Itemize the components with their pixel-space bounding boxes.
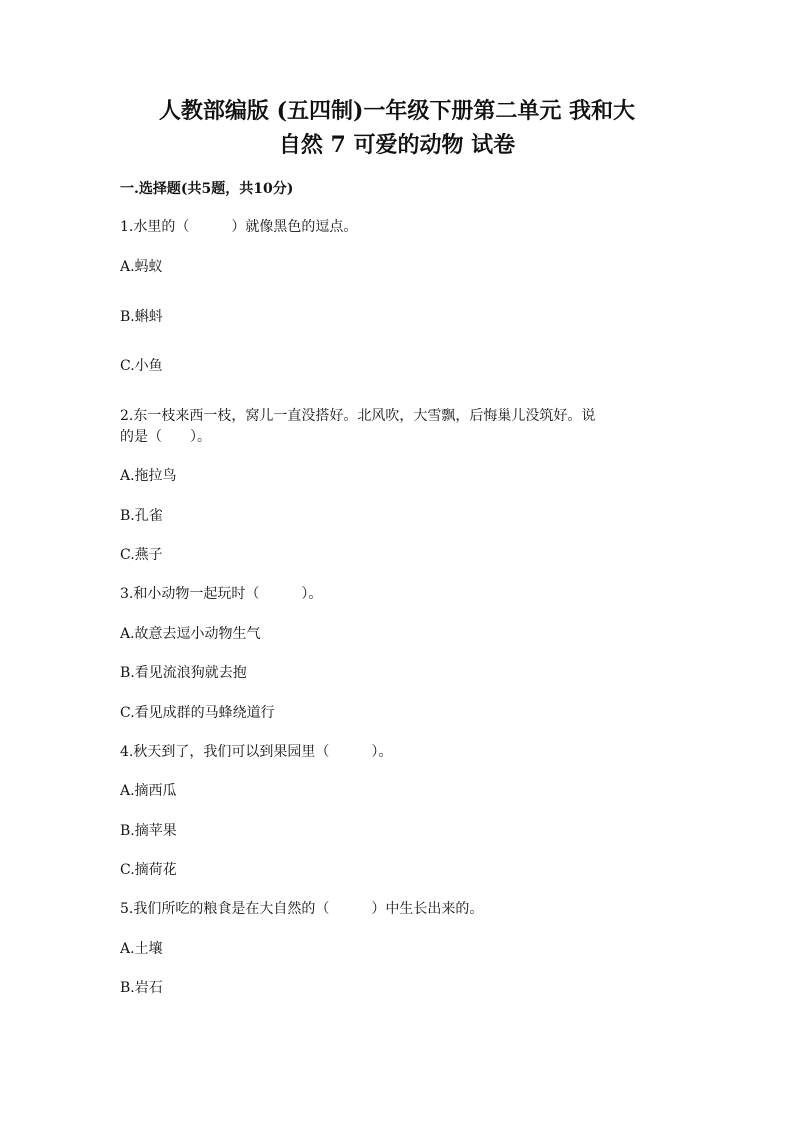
page-title-line-1: 人教部编版 (五四制)一年级下册第二单元 我和大 xyxy=(158,98,636,124)
question-3-option-c: C.看见成群的马蜂绕道行 xyxy=(120,705,275,721)
question-2-stem-line-2: 的是（ ）。 xyxy=(120,429,211,445)
question-3-option-b: B.看见流浪狗就去抱 xyxy=(120,665,247,681)
question-3-stem: 3.和小动物一起玩时（ ）。 xyxy=(120,586,323,602)
page-title-line-2: 自然 7 可爱的动物 试卷 xyxy=(278,132,516,158)
question-5-stem: 5.我们所吃的粮食是在大自然的（ ）中生长出来的。 xyxy=(120,901,484,917)
question-5-option-a: A.土壤 xyxy=(120,941,163,957)
section-heading: 一.选择题(共5题，共10分) xyxy=(120,181,294,197)
question-4-option-c: C.摘荷花 xyxy=(120,862,177,878)
question-2-stem-line-1: 2.东一枝来西一枝，窝儿一直没搭好。北风吹，大雪飘，后悔巢儿没筑好。说 xyxy=(120,408,596,424)
question-4-stem: 4.秋天到了，我们可以到果园里（ ）。 xyxy=(120,744,393,760)
question-5-option-b: B.岩石 xyxy=(120,980,163,996)
question-4-option-b: B.摘苹果 xyxy=(120,823,177,839)
question-1-option-a: A.蚂蚁 xyxy=(120,259,163,275)
question-4-option-a: A.摘西瓜 xyxy=(120,783,177,799)
question-1-stem: 1.水里的（ ）就像黑色的逗点。 xyxy=(120,219,358,235)
question-3-option-a: A.故意去逗小动物生气 xyxy=(120,626,261,642)
question-1-option-b: B.蝌蚪 xyxy=(120,309,163,325)
question-1-option-c: C.小鱼 xyxy=(120,358,163,374)
question-2-option-b: B.孔雀 xyxy=(120,508,163,524)
question-2-option-c: C.燕子 xyxy=(120,547,163,563)
question-2-option-a: A.拖拉鸟 xyxy=(120,468,177,484)
